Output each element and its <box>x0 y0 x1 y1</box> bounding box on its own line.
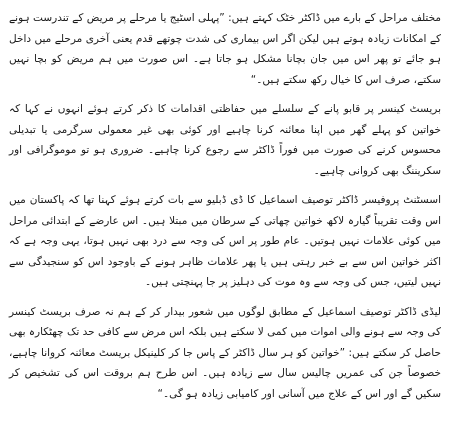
paragraph: اسسٹنٹ پروفیسر ڈاکٹر توصیف اسماعیل کا ڈی ڈبلیو سے بات کرتے ہوئے کہنا تھا کہ پاکستان میں اس وقت تقریباً گیارہ لاکھ خواتین چھاتی کے سرطان میں مبتلا ہیں۔ اس عارضے کے ابتدائی مراحل میں کوئی علامات نہیں ہوتیں۔ عام طور پر اس کی وجہ سے درد بھی نہیں ہوتا، یہی وجہ ہے کہ اکثر خواتین اس سے بے خبر رہتی ہیں یا پھر علامات ظاہر ہونے کے باوجود اس کو سنجیدگی سے نہیں لیتیں، جس کی وجہ سے وہ موت کی دہلیز پر جا پہنچتی ہیں۔ <box>9 194 441 288</box>
paragraph: لیڈی ڈاکٹر توصیف اسماعیل کے مطابق لوگوں میں شعور بیدار کر کے ہم نہ صرف بریسٹ کینسر کی وجہ سے ہونے والی اموات میں کمی لا سکتے ہیں بلکہ اس مرض سے کافی حد تک چھٹکارہ بھی حاصل کر سکتے ہیں: ”خواتین کو ہر سال ڈاکٹر کے پاس جا کر کلینیکل بریسٹ معائنہ کروانا چاہیے، خصوصاً جن کی عمریں چالیس سال سے زیادہ ہیں۔ اس طرح ہم بروقت اس کی تشخیص کر سکیں گے اور اس کے علاج میں آسانی اور کامیابی زیادہ ہو گی۔“ <box>9 305 441 400</box>
paragraph: بریسٹ کینسر پر قابو پانے کے سلسلے میں حفاظتی اقدامات کا ذکر کرتے ہوئے انہوں نے کہا کہ خواتین کو پہلے گھر میں اپنا معائنہ کرنا چاہیے اور کوئی بھی غیر معمولی سرگرمی یا تبدیلی محسوس کرنے کی صورت میں فوراً ڈاکٹر سے رجوع کرنا چاہیے۔ ضروری ہو تو موموگرافی اور سکریننگ بھی کروانی چاہیے۔ <box>9 103 441 177</box>
paragraph: مختلف مراحل کے بارے میں ڈاکٹر خٹک کہتے ہیں: ”پہلی اسٹیج یا مرحلے پر مریض کے تندرست ہونے کے امکانات زیادہ ہوتے ہیں لیکن اگر اس بیماری کی شدت چوتھے قدم یعنی آخری مرحلے میں داخل ہو جائے تو پھر اس میں جان بچانا مشکل ہو جاتا ہے۔ اس صورت میں ہم مریض کو بچا نہیں سکتے، صرف اس کا خیال رکھ سکتے ہیں۔“ <box>9 12 441 86</box>
